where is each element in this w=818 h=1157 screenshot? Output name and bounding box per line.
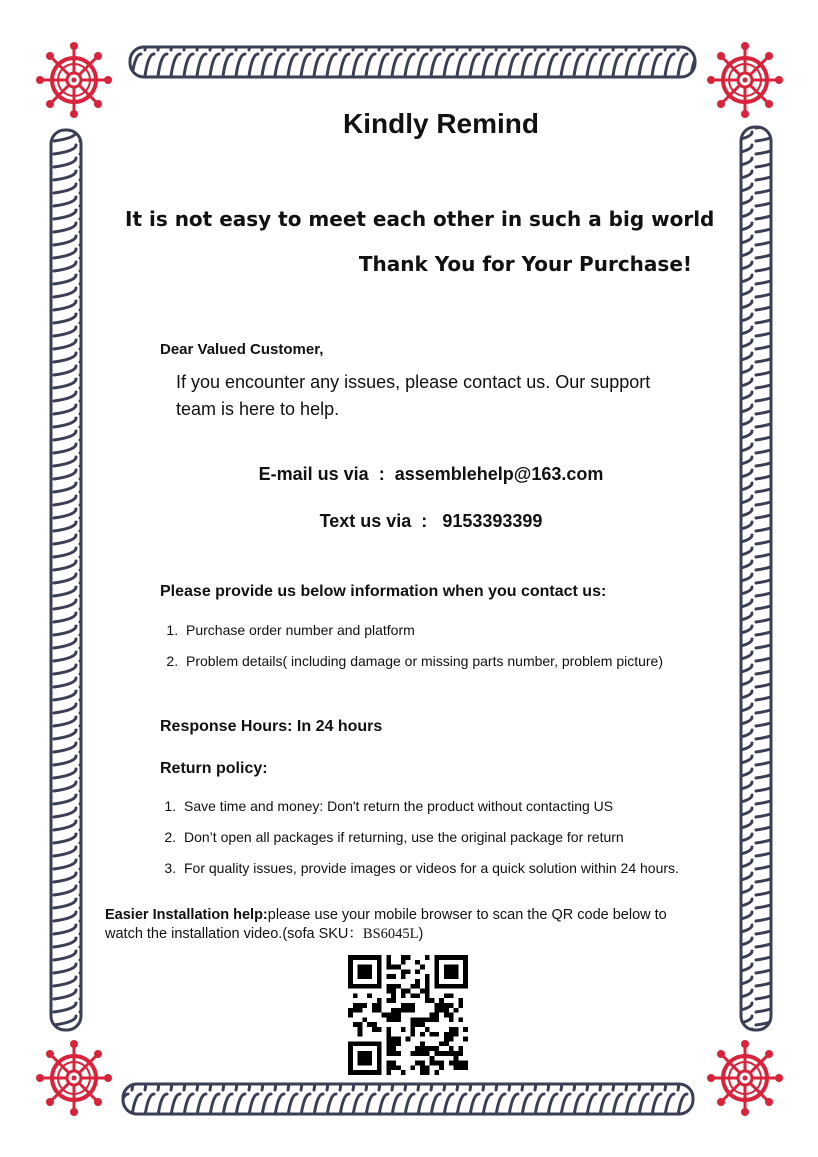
info-list (160, 617, 702, 679)
ship-wheel-icon (36, 1040, 112, 1116)
text-separator: : (421, 511, 428, 531)
list-item: 3. For quality issues, provide images or videos for a quick solution within 24 hours. (180, 855, 710, 881)
return-heading: Return policy: (160, 760, 268, 777)
installation-text: please use your mobile browser to scan the QR code below to watch the installation video.(sofa SKU： (105, 907, 667, 942)
page-title: Kindly Remind (342, 108, 539, 139)
list-item: 2. Problem details( including damage or missing parts number, problem picture) (182, 648, 702, 674)
installation-help (105, 906, 705, 944)
headline-1: It is not easy to meet each other in such a big world (125, 207, 715, 231)
ship-wheel-icon (707, 42, 783, 118)
return-list (158, 793, 710, 886)
ship-wheel-icon (707, 1040, 783, 1116)
text-line (0, 511, 818, 532)
list-item: 1. Save time and money: Don't return the product without contacting US (180, 793, 710, 819)
phone-number[interactable]: 9153393399 (442, 511, 543, 531)
greeting: Dear Valued Customer, (160, 341, 324, 358)
email-address[interactable]: assemblehelp@163.com (394, 464, 604, 484)
ship-wheel-icon (36, 42, 112, 118)
installation-close: ) (418, 926, 424, 942)
list-item: 2. Don’t open all packages if returning, use the original package for return (180, 824, 710, 850)
info-heading: Please provide us below information when you contact us: (160, 583, 607, 600)
qr-code[interactable] (348, 955, 468, 1075)
email-label: E-mail us via (258, 464, 369, 484)
email-separator: : (378, 464, 385, 484)
email-line (0, 464, 818, 485)
sku-code: BS6045L (362, 926, 419, 942)
response-hours: Response Hours: In 24 hours (160, 718, 383, 735)
text-label: Text us via (319, 511, 412, 531)
intro-paragraph: If you encounter any issues, please contact us. Our support team is here to help. (176, 372, 651, 419)
list-item: 1. Purchase order number and platform (182, 617, 702, 643)
headline-2: Thank You for Your Purchase! (358, 252, 692, 276)
installation-label: Easier Installation help: (105, 907, 268, 923)
